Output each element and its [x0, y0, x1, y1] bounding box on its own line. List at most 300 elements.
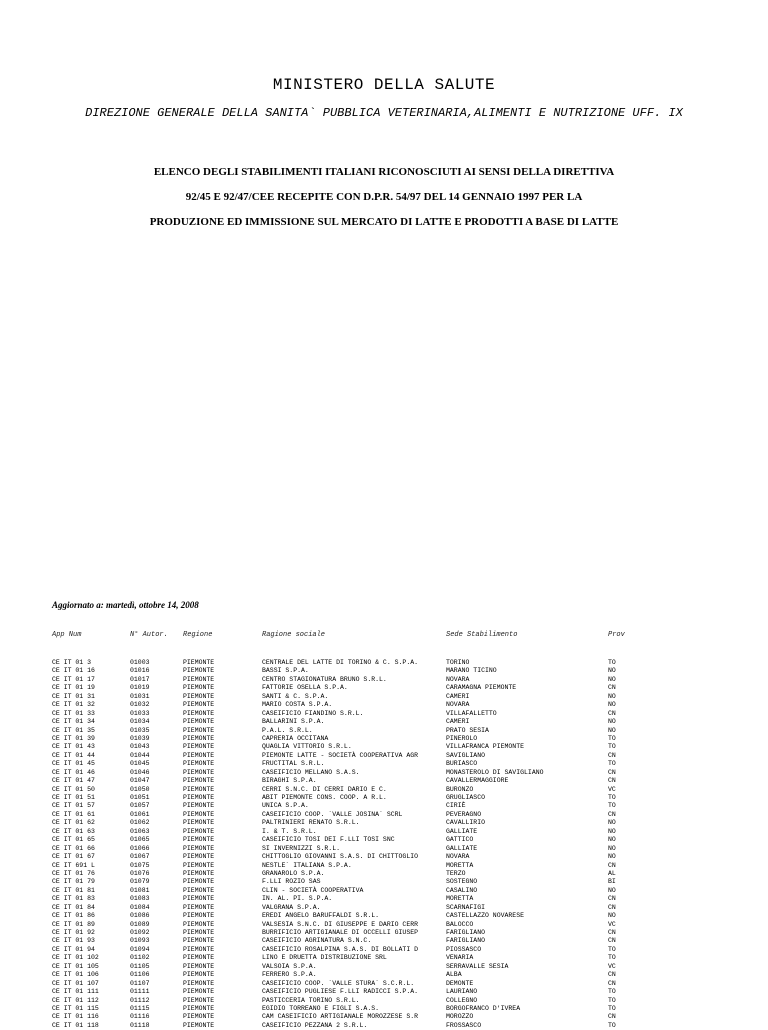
updated-date: Aggiornato a: martedì, ottobre 14, 2008: [52, 600, 199, 610]
authorization-number-cell: 01035: [130, 726, 150, 734]
region-cell: PIEMONTE: [183, 962, 215, 970]
region-cell: PIEMONTE: [183, 945, 215, 953]
region-cell: PIEMONTE: [183, 937, 215, 945]
company-name-cell: SI INVERNIZZI S.R.L.: [262, 844, 341, 852]
company-name-cell: CLIN - SOCIETÀ COOPERATIVA: [262, 886, 364, 894]
province-cell: CN: [608, 929, 616, 936]
site-location-cell: SCARNAFIGI: [446, 903, 486, 911]
table-row: [52, 980, 752, 988]
province-cell: NO: [608, 886, 616, 894]
province-cell: NO: [608, 726, 616, 734]
province-cell: CN: [608, 903, 616, 911]
province-cell: NO: [608, 844, 616, 852]
approval-number-cell: CE IT 01 67: [52, 853, 95, 861]
site-location-cell: PRATO SESIA: [446, 726, 489, 734]
province-cell: NO: [608, 701, 616, 709]
province-cell: TO: [608, 988, 616, 996]
site-location-cell: CASALINO: [446, 886, 478, 894]
approval-number-cell: CE IT 01 79: [52, 878, 95, 886]
authorization-number-cell: 01094: [130, 945, 150, 953]
region-cell: PIEMONTE: [183, 861, 215, 869]
authorization-number-cell: 01107: [130, 979, 150, 987]
site-location-cell: BALOCCO: [446, 920, 474, 928]
province-cell: AL: [608, 869, 616, 877]
region-cell: PIEMONTE: [183, 794, 215, 801]
authorization-number-cell: 01057: [130, 802, 150, 810]
region-cell: PIEMONTE: [183, 659, 215, 666]
province-cell: NO: [608, 667, 616, 675]
site-location-cell: CIRIÈ: [446, 802, 466, 810]
company-name-cell: CASEIFICIO AGRINATURA S.N.C.: [262, 937, 372, 945]
company-name-cell: LINO E DRUETTA DISTRIBUZIONE SRL: [262, 954, 387, 962]
table-row: [52, 836, 752, 844]
table-row: [52, 701, 752, 709]
table-row: [52, 786, 752, 794]
table-row: [52, 862, 752, 870]
authorization-number-cell: 01112: [130, 996, 150, 1004]
approval-number-cell: CE IT 01 57: [52, 802, 95, 810]
region-cell: PIEMONTE: [183, 777, 215, 785]
table-row: [52, 904, 752, 912]
company-name-cell: GRANAROLO S.P.A.: [262, 869, 325, 877]
approval-number-cell: CE IT 01 32: [52, 701, 95, 709]
table-row: [52, 1005, 752, 1013]
approval-number-cell: CE IT 01 105: [52, 962, 99, 970]
province-cell: CN: [608, 751, 616, 759]
company-name-cell: IN. AL. PI. S.P.A.: [262, 895, 333, 903]
approval-number-cell: CE IT 01 17: [52, 675, 95, 683]
company-name-cell: BIRAGHI S.P.A.: [262, 777, 317, 785]
site-location-cell: CAVALLIRIO: [446, 819, 486, 827]
site-location-cell: SOSTEGNO: [446, 878, 478, 886]
authorization-number-cell: 01066: [130, 844, 150, 852]
site-location-cell: PIOSSASCO: [446, 945, 482, 953]
authorization-number-cell: 01019: [130, 684, 150, 692]
region-cell: PIEMONTE: [183, 819, 215, 827]
region-cell: PIEMONTE: [183, 675, 215, 683]
province-cell: VC: [608, 962, 616, 970]
region-cell: PIEMONTE: [183, 1021, 215, 1029]
table-row: [52, 828, 752, 836]
table-row: [52, 853, 752, 861]
heading-line: ELENCO DEGLI STABILIMENTI ITALIANI RICONOSCIUTI AI SENSI DELLA DIRETTIVA: [153, 166, 615, 178]
province-cell: TO: [608, 945, 616, 953]
province-cell: TO: [608, 743, 616, 751]
authorization-number-cell: 01084: [130, 903, 150, 911]
site-location-cell: MARANO TICINO: [446, 667, 497, 675]
page-subtitle: DIREZIONE GENERALE DELLA SANITA` PUBBLICA VETERINARIA,ALIMENTI E NUTRIZIONE UFF. IX: [85, 106, 683, 120]
approval-number-cell: CE IT 01 35: [52, 726, 95, 734]
province-cell: CN: [608, 810, 616, 818]
province-cell: CN: [608, 971, 616, 979]
site-location-cell: NOVARA: [446, 675, 470, 683]
table-row: [52, 954, 752, 962]
site-location-cell: CAVALLERMAGGIORE: [446, 777, 509, 785]
province-cell: CN: [608, 684, 616, 692]
site-location-cell: FARIGLIANO: [446, 929, 486, 936]
company-name-cell: NESTLE` ITALIANA S.P.A.: [262, 861, 352, 869]
table-row: [52, 769, 752, 777]
region-cell: PIEMONTE: [183, 836, 215, 844]
region-cell: PIEMONTE: [183, 979, 215, 987]
table-row: [52, 802, 752, 810]
site-location-cell: MONASTEROLO DI SAVIGLIANO: [446, 768, 544, 776]
region-cell: PIEMONTE: [183, 751, 215, 759]
region-cell: PIEMONTE: [183, 920, 215, 928]
approval-number-cell: CE IT 01 81: [52, 886, 95, 894]
authorization-number-cell: 01106: [130, 971, 150, 979]
approval-number-cell: CE IT 01 39: [52, 734, 95, 742]
site-location-cell: SAVIGLIANO: [446, 751, 486, 759]
approval-number-cell: CE IT 01 84: [52, 903, 95, 911]
table-row: [52, 743, 752, 751]
company-name-cell: VALGRANA S.P.A.: [262, 903, 321, 911]
page-title: MINISTERO DELLA SALUTE: [272, 76, 496, 94]
approval-number-cell: CE IT 01 3: [52, 659, 92, 666]
site-location-cell: CARAMAGNA PIEMONTE: [446, 684, 517, 692]
company-name-cell: CASEIFICIO COOP. `VALLE STURA` S.C.R.L.: [262, 979, 415, 987]
site-location-cell: VILLAFRANCA PIEMONTE: [446, 743, 525, 751]
authorization-number-cell: 01061: [130, 810, 150, 818]
region-cell: PIEMONTE: [183, 726, 215, 734]
company-name-cell: CASEIFICIO PEZZANA 2 S.R.L.: [262, 1021, 368, 1029]
table-row: [52, 727, 752, 735]
region-cell: PIEMONTE: [183, 718, 215, 726]
approval-number-cell: CE IT 01 65: [52, 836, 95, 844]
authorization-number-cell: 01051: [130, 794, 150, 801]
site-location-cell: MOROZZO: [446, 1013, 474, 1021]
table-row: [52, 963, 752, 971]
authorization-number-cell: 01111: [130, 988, 150, 996]
province-cell: CN: [608, 777, 616, 785]
province-cell: TO: [608, 996, 616, 1004]
table-row: [52, 912, 752, 920]
approval-number-cell: CE IT 01 50: [52, 785, 95, 793]
approval-number-cell: CE IT 01 83: [52, 895, 95, 903]
company-name-cell: I. & T. S.R.L.: [262, 827, 317, 835]
region-cell: PIEMONTE: [183, 802, 215, 810]
site-location-cell: NOVARA: [446, 701, 470, 709]
table-row: [52, 684, 752, 692]
region-cell: PIEMONTE: [183, 844, 215, 852]
approval-number-cell: CE IT 01 45: [52, 760, 95, 768]
authorization-number-cell: 01102: [130, 954, 150, 962]
table-row: [52, 870, 752, 878]
company-name-cell: PIEMONTE LATTE - SOCIETÀ COOPERATIVA AGR: [262, 751, 419, 759]
company-name-cell: BASSI S.P.A.: [262, 667, 309, 675]
site-location-cell: GRUGLIASCO: [446, 794, 486, 801]
site-location-cell: FROSSASCO: [446, 1021, 482, 1029]
company-name-cell: UNICA S.P.A.: [262, 802, 309, 810]
site-location-cell: TERZO: [446, 869, 466, 877]
site-location-cell: GATTICO: [446, 836, 474, 844]
table-row: [52, 929, 752, 937]
table-row: [52, 676, 752, 684]
region-cell: PIEMONTE: [183, 743, 215, 751]
approval-number-cell: CE IT 01 51: [52, 794, 95, 801]
authorization-number-cell: 01089: [130, 920, 150, 928]
site-location-cell: FARIGLIANO: [446, 937, 486, 945]
table-row: [52, 710, 752, 718]
company-name-cell: MARIO COSTA S.P.A.: [262, 701, 333, 709]
province-cell: BI: [608, 878, 616, 886]
company-name-cell: BALLARINI S.P.A.: [262, 718, 325, 726]
region-cell: PIEMONTE: [183, 760, 215, 768]
table-row: [52, 895, 752, 903]
province-cell: TO: [608, 760, 616, 768]
approval-number-cell: CE IT 01 107: [52, 979, 99, 987]
authorization-number-cell: 01081: [130, 886, 150, 894]
site-location-cell: PEVERAGNO: [446, 810, 482, 818]
region-cell: PIEMONTE: [183, 1013, 215, 1021]
authorization-number-cell: 01044: [130, 751, 150, 759]
approval-number-cell: CE IT 01 86: [52, 912, 95, 920]
region-cell: PIEMONTE: [183, 709, 215, 717]
region-cell: PIEMONTE: [183, 988, 215, 996]
authorization-number-cell: 01092: [130, 929, 150, 936]
region-cell: PIEMONTE: [183, 684, 215, 692]
province-cell: TO: [608, 1004, 616, 1012]
site-location-cell: NOVARA: [446, 853, 470, 861]
region-cell: PIEMONTE: [183, 701, 215, 709]
region-cell: PIEMONTE: [183, 734, 215, 742]
region-cell: PIEMONTE: [183, 971, 215, 979]
authorization-number-cell: 01067: [130, 853, 150, 861]
table-row: [52, 878, 752, 886]
region-cell: PIEMONTE: [183, 878, 215, 886]
table-row: [52, 946, 752, 954]
site-location-cell: CAMERI: [446, 692, 470, 700]
province-cell: CN: [608, 709, 616, 717]
approval-number-cell: CE IT 01 76: [52, 869, 95, 877]
authorization-number-cell: 01105: [130, 962, 150, 970]
company-name-cell: EREDI ANGELO BARUFFALDI S.R.L.: [262, 912, 380, 920]
column-header-autor: N° Autor.: [130, 631, 168, 639]
province-cell: NO: [608, 827, 616, 835]
approval-number-cell: CE IT 01 92: [52, 929, 95, 936]
province-cell: TO: [608, 794, 616, 801]
province-cell: CN: [608, 768, 616, 776]
province-cell: NO: [608, 853, 616, 861]
approval-number-cell: CE IT 01 31: [52, 692, 95, 700]
authorization-number-cell: 01075: [130, 861, 150, 869]
region-cell: PIEMONTE: [183, 810, 215, 818]
approval-number-cell: CE IT 01 111: [52, 988, 99, 996]
province-cell: NO: [608, 836, 616, 844]
company-name-cell: QUAGLIA VITTORIO S.R.L.: [262, 743, 352, 751]
approval-number-cell: CE IT 01 94: [52, 945, 95, 953]
site-location-cell: MORETTA: [446, 895, 474, 903]
approval-number-cell: CE IT 01 16: [52, 667, 95, 675]
column-header-app-num: App Num: [52, 631, 82, 639]
company-name-cell: F.LLI ROZIO SAS: [262, 878, 321, 886]
approval-number-cell: CE IT 01 33: [52, 709, 95, 717]
site-location-cell: MORETTA: [446, 861, 474, 869]
region-cell: PIEMONTE: [183, 895, 215, 903]
region-cell: PIEMONTE: [183, 912, 215, 920]
approval-number-cell: CE IT 01 89: [52, 920, 95, 928]
authorization-number-cell: 01034: [130, 718, 150, 726]
company-name-cell: FATTORIE OSELLA S.P.A.: [262, 684, 348, 692]
approval-number-cell: CE IT 01 34: [52, 718, 95, 726]
table-row: [52, 819, 752, 827]
site-location-cell: TORINO: [446, 659, 470, 666]
table-row: [52, 752, 752, 760]
region-cell: PIEMONTE: [183, 692, 215, 700]
province-cell: CN: [608, 861, 616, 869]
company-name-cell: FERRERO S.P.A.: [262, 971, 317, 979]
province-cell: NO: [608, 912, 616, 920]
column-header-ragione-sociale: Ragione sociale: [262, 631, 326, 639]
approval-number-cell: CE IT 01 116: [52, 1013, 99, 1021]
authorization-number-cell: 01062: [130, 819, 150, 827]
region-cell: PIEMONTE: [183, 903, 215, 911]
company-name-cell: VALSESIA S.N.C. DI GIUSEPPE E DARIO CERR: [262, 920, 419, 928]
region-cell: PIEMONTE: [183, 996, 215, 1004]
company-name-cell: PALTRINIERI RENATO S.R.L.: [262, 819, 360, 827]
authorization-number-cell: 01046: [130, 768, 150, 776]
company-name-cell: CERRI S.N.C. DI CERRI DARIO E C.: [262, 785, 387, 793]
table-row: [52, 760, 752, 768]
approval-number-cell: CE IT 01 112: [52, 996, 99, 1004]
company-name-cell: CENTRALE DEL LATTE DI TORINO & C. S.P.A.: [262, 659, 419, 666]
approval-number-cell: CE IT 01 115: [52, 1004, 99, 1012]
authorization-number-cell: 01083: [130, 895, 150, 903]
table-row: [52, 693, 752, 701]
authorization-number-cell: 01093: [130, 937, 150, 945]
authorization-number-cell: 01033: [130, 709, 150, 717]
authorization-number-cell: 01079: [130, 878, 150, 886]
company-name-cell: CAPRERIA OCCITANA: [262, 734, 329, 742]
table-row: [52, 988, 752, 996]
company-name-cell: CHITTOGLIO GIOVANNI S.A.S. DI CHITTOGLIO: [262, 853, 419, 861]
company-name-cell: CENTRO STAGIONATURA BRUNO S.R.L.: [262, 675, 387, 683]
site-location-cell: LAURIANO: [446, 988, 478, 996]
site-location-cell: COLLEGNO: [446, 996, 478, 1004]
region-cell: PIEMONTE: [183, 827, 215, 835]
table-row: [52, 811, 752, 819]
province-cell: VC: [608, 785, 616, 793]
company-name-cell: CASEIFICIO PUGLIESE F.LLI RADICCI S.P.A.: [262, 988, 419, 996]
authorization-number-cell: 01115: [130, 1004, 150, 1012]
site-location-cell: BURONZO: [446, 785, 474, 793]
approval-number-cell: CE IT 01 19: [52, 684, 95, 692]
column-header-regione: Regione: [183, 631, 213, 639]
authorization-number-cell: 01118: [130, 1021, 150, 1029]
table-row: [52, 659, 752, 667]
authorization-number-cell: 01032: [130, 701, 150, 709]
province-cell: TO: [608, 734, 616, 742]
approval-number-cell: CE IT 01 43: [52, 743, 95, 751]
table-row: [52, 777, 752, 785]
site-location-cell: CAMERI: [446, 718, 470, 726]
approval-number-cell: CE IT 01 47: [52, 777, 95, 785]
site-location-cell: GALLIATE: [446, 844, 478, 852]
approval-number-cell: CE IT 01 61: [52, 810, 95, 818]
province-cell: TO: [608, 954, 616, 962]
company-name-cell: CASEIFICIO FIANDINO S.R.L.: [262, 709, 364, 717]
authorization-number-cell: 01047: [130, 777, 150, 785]
province-cell: TO: [608, 802, 616, 810]
authorization-number-cell: 01063: [130, 827, 150, 835]
region-cell: PIEMONTE: [183, 886, 215, 894]
authorization-number-cell: 01016: [130, 667, 150, 675]
company-name-cell: CASEIFICIO COOP. `VALLE JOSINA` SCRL: [262, 810, 403, 818]
table-row: [52, 1022, 752, 1030]
table-header: [52, 631, 732, 643]
site-location-cell: DEMONTE: [446, 979, 474, 987]
province-cell: TO: [608, 1021, 616, 1029]
company-name-cell: CASEIFICIO MELLANO S.A.S.: [262, 768, 360, 776]
heading-line: 92/45 E 92/47/CEE RECEPITE CON D.P.R. 54/97 DEL 14 GENNAIO 1997 PER LA: [185, 191, 583, 203]
site-location-cell: SERRAVALLE SESIA: [446, 962, 509, 970]
authorization-number-cell: 01031: [130, 692, 150, 700]
site-location-cell: VILLAFALLETTO: [446, 709, 497, 717]
company-name-cell: VALSOIA S.P.A.: [262, 962, 317, 970]
province-cell: NO: [608, 675, 616, 683]
site-location-cell: CASTELLAZZO NOVARESE: [446, 912, 525, 920]
province-cell: CN: [608, 979, 616, 987]
approval-number-cell: CE IT 01 44: [52, 751, 95, 759]
province-cell: NO: [608, 718, 616, 726]
approval-number-cell: CE IT 01 46: [52, 768, 95, 776]
region-cell: PIEMONTE: [183, 929, 215, 936]
company-name-cell: ABIT PIEMONTE CONS. COOP. A R.L.: [262, 794, 387, 801]
approval-number-cell: CE IT 01 106: [52, 971, 99, 979]
company-name-cell: SANTI & C. S.P.A.: [262, 692, 329, 700]
approval-number-cell: CE IT 01 93: [52, 937, 95, 945]
province-cell: NO: [608, 819, 616, 827]
table-row: [52, 718, 752, 726]
region-cell: PIEMONTE: [183, 853, 215, 861]
company-name-cell: BURRIFICIO ARTIGIANALE DI OCCELLI GIUSEP: [262, 929, 419, 936]
approval-number-cell: CE IT 01 66: [52, 844, 95, 852]
table-row: [52, 735, 752, 743]
authorization-number-cell: 01017: [130, 675, 150, 683]
table-row: [52, 667, 752, 675]
column-header-prov: Prov: [608, 631, 625, 639]
authorization-number-cell: 01050: [130, 785, 150, 793]
approval-number-cell: CE IT 01 62: [52, 819, 95, 827]
region-cell: PIEMONTE: [183, 667, 215, 675]
province-cell: CN: [608, 895, 616, 903]
company-name-cell: CASEIFICIO ROSALPINA S.A.S. DI BOLLATI D: [262, 945, 419, 953]
authorization-number-cell: 01039: [130, 734, 150, 742]
table-row: [52, 971, 752, 979]
table-row: [52, 1013, 752, 1021]
company-name-cell: P.A.L. S.R.L.: [262, 726, 313, 734]
authorization-number-cell: 01065: [130, 836, 150, 844]
authorization-number-cell: 01116: [130, 1013, 150, 1021]
table-row: [52, 845, 752, 853]
approval-number-cell: CE IT 01 63: [52, 827, 95, 835]
company-name-cell: FRUCTITAL S.R.L.: [262, 760, 325, 768]
site-location-cell: VENARIA: [446, 954, 474, 962]
site-location-cell: BORGOFRANCO D'IVREA: [446, 1004, 521, 1012]
table-row: [52, 794, 752, 802]
region-cell: PIEMONTE: [183, 1004, 215, 1012]
column-header-sede: Sede Stabilimento: [446, 631, 518, 639]
authorization-number-cell: 01003: [130, 659, 150, 666]
region-cell: PIEMONTE: [183, 768, 215, 776]
authorization-number-cell: 01043: [130, 743, 150, 751]
authorization-number-cell: 01045: [130, 760, 150, 768]
company-name-cell: EGIDIO TORREANO E FIGLI S.A.S.: [262, 1004, 380, 1012]
company-name-cell: CAM CASEIFICIO ARTIGIANALE MOROZZESE S.R: [262, 1013, 419, 1021]
document-heading: [0, 160, 768, 235]
region-cell: PIEMONTE: [183, 954, 215, 962]
site-location-cell: PINEROLO: [446, 734, 478, 742]
